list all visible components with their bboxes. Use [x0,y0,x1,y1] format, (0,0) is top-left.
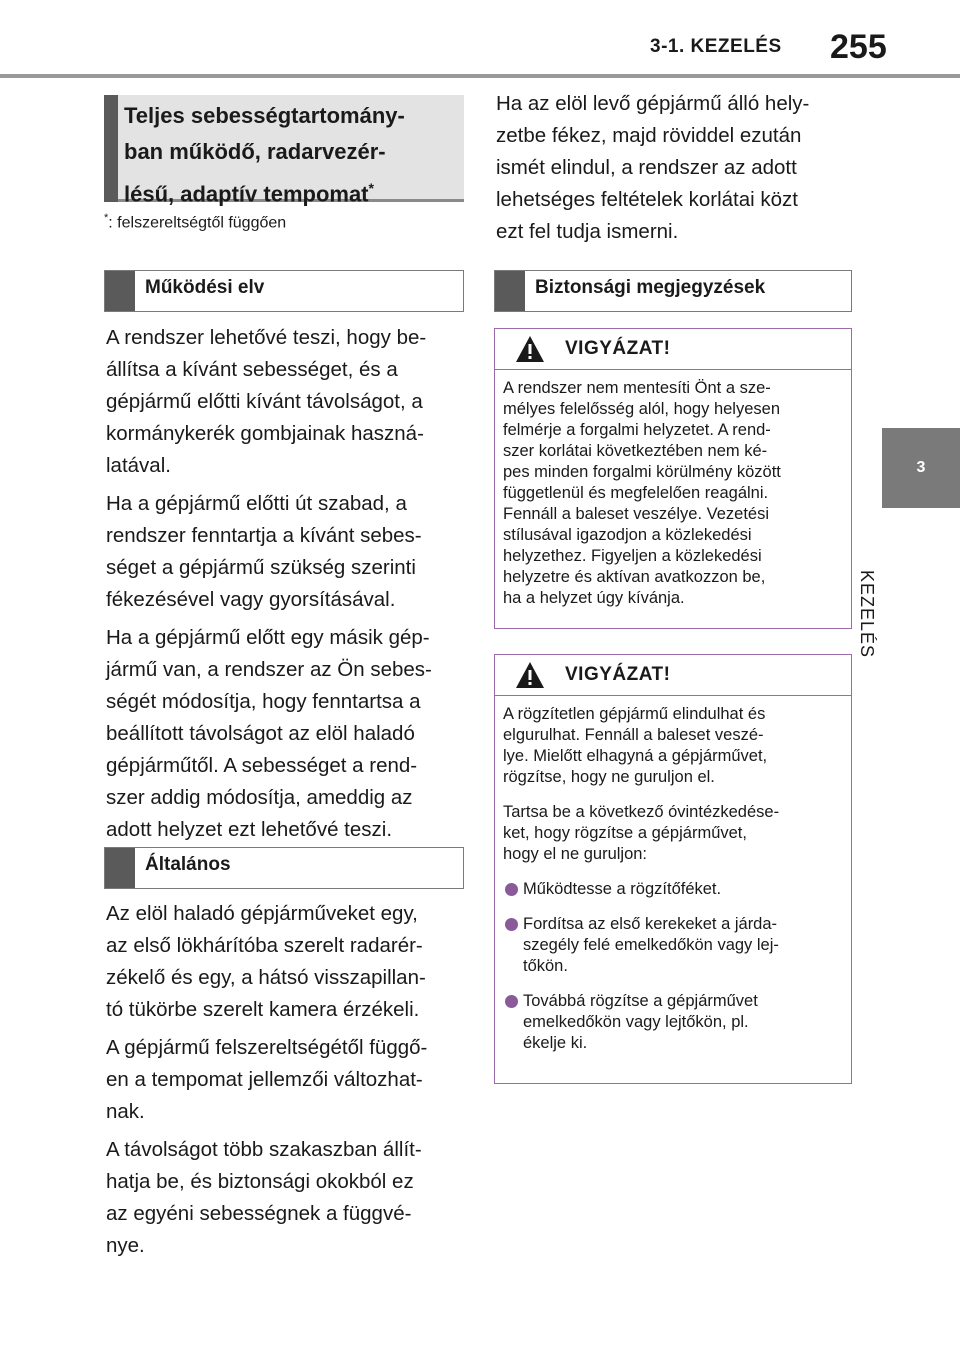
title-line-2: ban működő, radarvezér- [124,139,386,164]
paragraph: Ha a gépjármű előtt egy másik gép- jármű van, a rendszer az Ön sebes- ségét módosítja, hogy fenntartsa a beállított távolságot az elöl haladó gépjárműtől. A sebességet a rend- szer addig módosítja, ameddig az adott helyzet ezt lehetővé teszi. [106,626,432,841]
page-title [124,98,454,212]
footnote [104,212,286,232]
bullet-item [503,879,841,900]
warning-text: A rögzítetlen gépjármű elindulhat és elgurulhat. Fennáll a baleset veszé- lye. Mielőtt elhagyná a gépjárművet, rögzítse, hogy ne guruljon el. [503,705,768,786]
chapter-tab[interactable] [882,428,960,508]
warning-title: VIGYÁZAT! [565,664,671,685]
section-heading-label: Működési elv [145,277,265,298]
warning-text: A rendszer nem mentesíti Önt a sze- mélyes felelősség alól, hogy helyesen felmérje a forgalmi helyzetet. A rend- szer korlátai következtében nem ké- pes minden forgalmi körülmény között függetlenül és megfelelően reagálni. Fennáll a baleset veszélye. Vezetési stílusával igazodjon a közlekedési helyzethez. Figyeljen a közlekedési helyzetre és aktívan avatkozzon be, ha a helyzet úgy kívánja. [503,379,781,607]
chapter-label: KEZELÉS [856,570,877,659]
section-bar [105,848,135,888]
title-line-1: Teljes sebességtartomány- [124,103,405,128]
section-bar [495,271,525,311]
paragraph: Ha az elöl levő gépjármű álló hely- zetbe fékez, majd röviddel ezután ismét elindul, a rendszer az adott lehetséges feltételek korlátai közt ezt fel tudja ismerni. [496,92,810,243]
section-heading-label: Biztonsági megjegyzések [535,277,766,298]
bullet-dot-icon [505,918,518,931]
bullet-item [503,914,841,977]
page-number: 255 [830,28,887,66]
paragraph: A gépjármű felszereltségétől függő- en a tempomat jellemzői változhat- nak. [106,1036,428,1123]
warning-text: Tartsa be a következő óvintézkedése- ket, hogy rögzítse a gépjárművet, hogy el ne guruljon: [503,803,780,863]
paragraph: Az elöl haladó gépjárműveket egy, az első lökhárítóba szerelt radarér- zékelő és egy, a hátsó visszapillan- tó tükörbe szerelt kamera érzékeli. [106,902,426,1021]
paragraph: A távolságot több szakaszban állít- hatja be, és biztonsági okokból ez az egyéni sebességnek a függvé- nye. [106,1138,422,1257]
section-bar [105,271,135,311]
warning-triangle-icon [515,661,545,689]
footnote-mark: * [104,212,109,224]
paragraph: A rendszer lehetővé teszi, hogy be- állítsa a kívánt sebességet, és a gépjármű előtti kívánt távolságot, a kormánykerék gombjainak haszná- latával. [106,326,427,477]
section-heading-mukodesi [104,270,464,312]
mukodesi-text [106,322,466,852]
warning-header [495,655,851,696]
section-header: 3-1. KEZELÉS [650,36,782,57]
warning-header [495,329,851,370]
warning-box-1 [494,328,852,629]
warning-title: VIGYÁZAT! [565,338,671,359]
title-footnote-mark: * [368,180,374,196]
section-heading-altalanos [104,847,464,889]
bullet-text: Továbbá rögzítse a gépjárművet emelkedőkön vagy lejtőkön, pl. ékelje ki. [523,992,758,1052]
section-heading-biztonsagi [494,270,852,312]
section-heading-label: Általános [145,854,231,875]
title-line-3-wrap [124,170,454,212]
altalanos-text [106,898,466,1268]
intro-text [496,88,856,254]
paragraph: Ha a gépjármű előtti út szabad, a rendszer fenntartja a kívánt sebes- séget a gépjármű szükség szerinti fékezésével vagy gyorsításával. [106,492,422,611]
bullet-item [503,991,841,1054]
chapter-number: 3 [916,459,926,476]
header-rule [0,74,960,78]
bullet-text: Fordítsa az első kerekeket a járda- szegély felé emelkedőkön vagy lej- tőkön. [523,915,779,975]
warning-box-2 [494,654,852,1084]
title-accent-bar [104,95,118,202]
warning-triangle-icon [515,335,545,363]
footnote-text: : felszereltségtől függően [108,214,287,232]
bullet-dot-icon [505,995,518,1008]
warning-body [495,696,851,1054]
bullet-text: Működtesse a rögzítőféket. [523,880,722,898]
bullet-dot-icon [505,883,518,896]
warning-body [495,370,851,609]
title-line-3: lésű, adaptív tempomat [124,181,369,207]
